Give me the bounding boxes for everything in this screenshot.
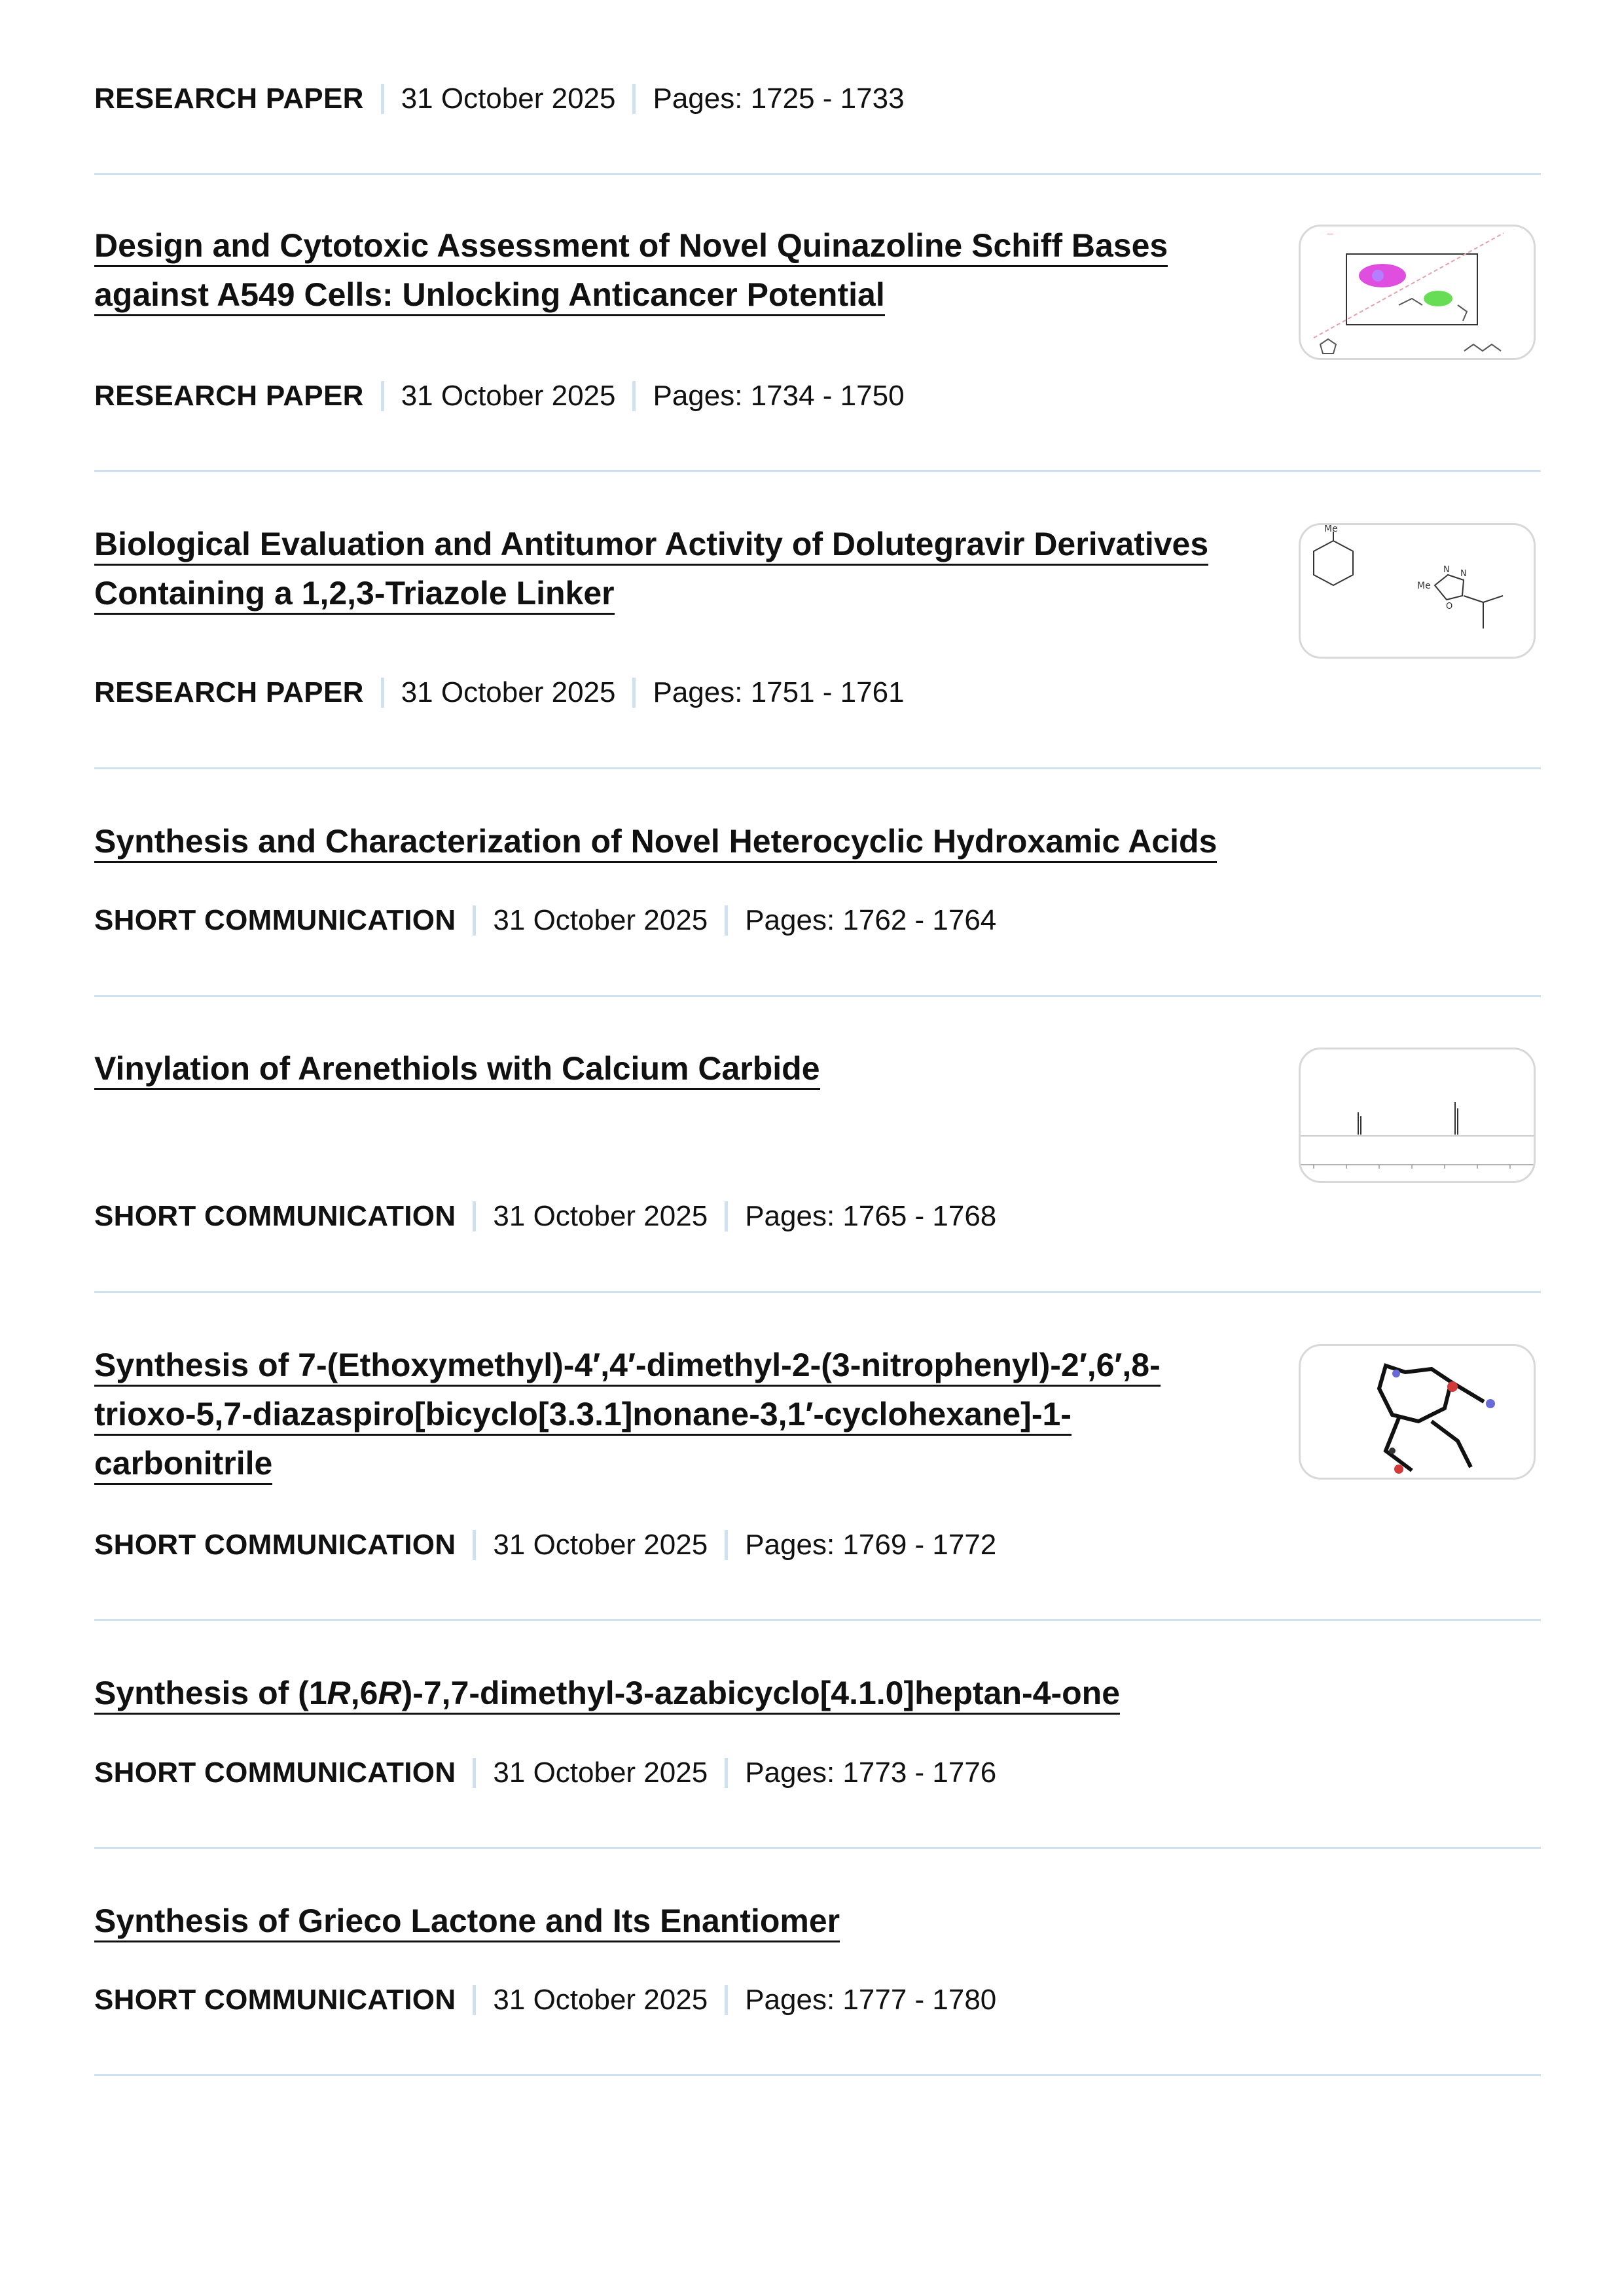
article-pages: Pages: 1769 - 1772 [745, 1529, 997, 1561]
title-line[interactable]: Containing a 1,2,3-Triazole Linker [94, 575, 615, 615]
structure-label: Me [1417, 581, 1431, 591]
article-meta [94, 904, 996, 937]
meta-separator [473, 1758, 476, 1788]
title-line[interactable]: against A549 Cells: Unlocking Anticancer Potential [94, 276, 885, 316]
article-meta [94, 676, 905, 709]
title-line[interactable]: Synthesis and Characterization of Novel Heterocyclic Hydroxamic Acids [94, 823, 1217, 863]
structure-label: O [1446, 602, 1453, 611]
article-title-link[interactable] [94, 1669, 1120, 1718]
article-pages: Pages: 1734 - 1750 [653, 380, 905, 412]
article-divider [94, 470, 1541, 472]
title-line[interactable]: carbonitrile [94, 1445, 272, 1485]
meta-separator [473, 905, 476, 936]
structure-label: N [1460, 569, 1467, 579]
article-type: SHORT COMMUNICATION [94, 1984, 456, 2016]
article-meta [94, 1984, 996, 2016]
chemical-structure-thumbnail[interactable] [1299, 523, 1536, 659]
article-date: 31 October 2025 [493, 1757, 708, 1789]
structure-label: Me [1324, 525, 1338, 534]
article-title-link[interactable] [94, 817, 1217, 866]
article-type: RESEARCH PAPER [94, 82, 364, 115]
meta-separator [381, 381, 384, 411]
article-divider [94, 767, 1541, 769]
meta-separator [473, 1985, 476, 2015]
article-divider [94, 2074, 1541, 2076]
title-line[interactable]: Synthesis of 7-(Ethoxymethyl)-4′,4′-dimethyl-2-(3-nitrophenyl)-2′,6′,8- [94, 1347, 1161, 1387]
article-divider [94, 1847, 1541, 1849]
article-date: 31 October 2025 [401, 676, 616, 708]
article-meta [94, 82, 905, 115]
meta-separator [632, 678, 636, 708]
article-date: 31 October 2025 [401, 380, 616, 412]
title-line[interactable]: trioxo-5,7-diazaspiro[bicyclo[3.3.1]nonane-3,1′-cyclohexane]-1- [94, 1396, 1072, 1436]
article-date: 31 October 2025 [401, 82, 616, 115]
article-type: SHORT COMMUNICATION [94, 1200, 456, 1232]
svg-text:—: — [1327, 230, 1333, 238]
meta-separator [632, 381, 636, 411]
nmr-spectrum-thumbnail[interactable] [1299, 1048, 1536, 1183]
meta-separator [473, 1201, 476, 1231]
meta-separator [725, 1985, 728, 2015]
article-pages: Pages: 1773 - 1776 [745, 1757, 997, 1789]
title-line[interactable]: Design and Cytotoxic Assessment of Novel Quinazoline Schiff Bases [94, 227, 1168, 267]
meta-separator [725, 1201, 728, 1231]
article-meta [94, 1200, 996, 1233]
article-type: SHORT COMMUNICATION [94, 1757, 456, 1789]
article-meta [94, 1529, 996, 1561]
article-pages: Pages: 1777 - 1780 [745, 1984, 997, 2016]
article-divider [94, 1291, 1541, 1293]
structure-label: N [1443, 565, 1450, 575]
title-line[interactable]: Vinylation of Arenethiols with Calcium Carbide [94, 1050, 820, 1090]
meta-separator [725, 1530, 728, 1560]
article-date: 31 October 2025 [493, 1529, 708, 1561]
article-title-link[interactable] [94, 1897, 840, 1946]
article-pages: Pages: 1725 - 1733 [653, 82, 905, 115]
article-date: 31 October 2025 [493, 1200, 708, 1232]
article-divider [94, 173, 1541, 175]
crystal-structure-thumbnail[interactable] [1299, 1344, 1536, 1480]
article-title-link[interactable] [94, 1341, 1161, 1488]
article-title-link[interactable] [94, 520, 1208, 618]
article-type: SHORT COMMUNICATION [94, 904, 456, 936]
meta-separator [473, 1530, 476, 1560]
article-type: SHORT COMMUNICATION [94, 1529, 456, 1561]
article-date: 31 October 2025 [493, 904, 708, 936]
title-line[interactable]: Synthesis of (1R,6R)-7,7-dimethyl-3-azabicyclo[4.1.0]heptan-4-one [94, 1675, 1120, 1715]
article-date: 31 October 2025 [493, 1984, 708, 2016]
article-pages: Pages: 1762 - 1764 [745, 904, 997, 936]
article-meta [94, 380, 905, 412]
article-divider [94, 995, 1541, 997]
article-pages: Pages: 1751 - 1761 [653, 676, 905, 708]
article-type: RESEARCH PAPER [94, 380, 364, 412]
meta-separator [725, 1758, 728, 1788]
article-title-link[interactable] [94, 1044, 820, 1093]
docking-interaction-thumbnail[interactable] [1299, 225, 1536, 360]
meta-separator [725, 905, 728, 936]
article-divider [94, 1619, 1541, 1621]
article-title-link[interactable] [94, 221, 1168, 319]
article-meta [94, 1757, 996, 1789]
article-pages: Pages: 1765 - 1768 [745, 1200, 997, 1232]
title-line[interactable]: Synthesis of Grieco Lactone and Its Enantiomer [94, 1903, 840, 1942]
meta-separator [381, 84, 384, 114]
meta-separator [632, 84, 636, 114]
meta-separator [381, 678, 384, 708]
article-type: RESEARCH PAPER [94, 676, 364, 708]
title-line[interactable]: Biological Evaluation and Antitumor Activity of Dolutegravir Derivatives [94, 526, 1208, 566]
